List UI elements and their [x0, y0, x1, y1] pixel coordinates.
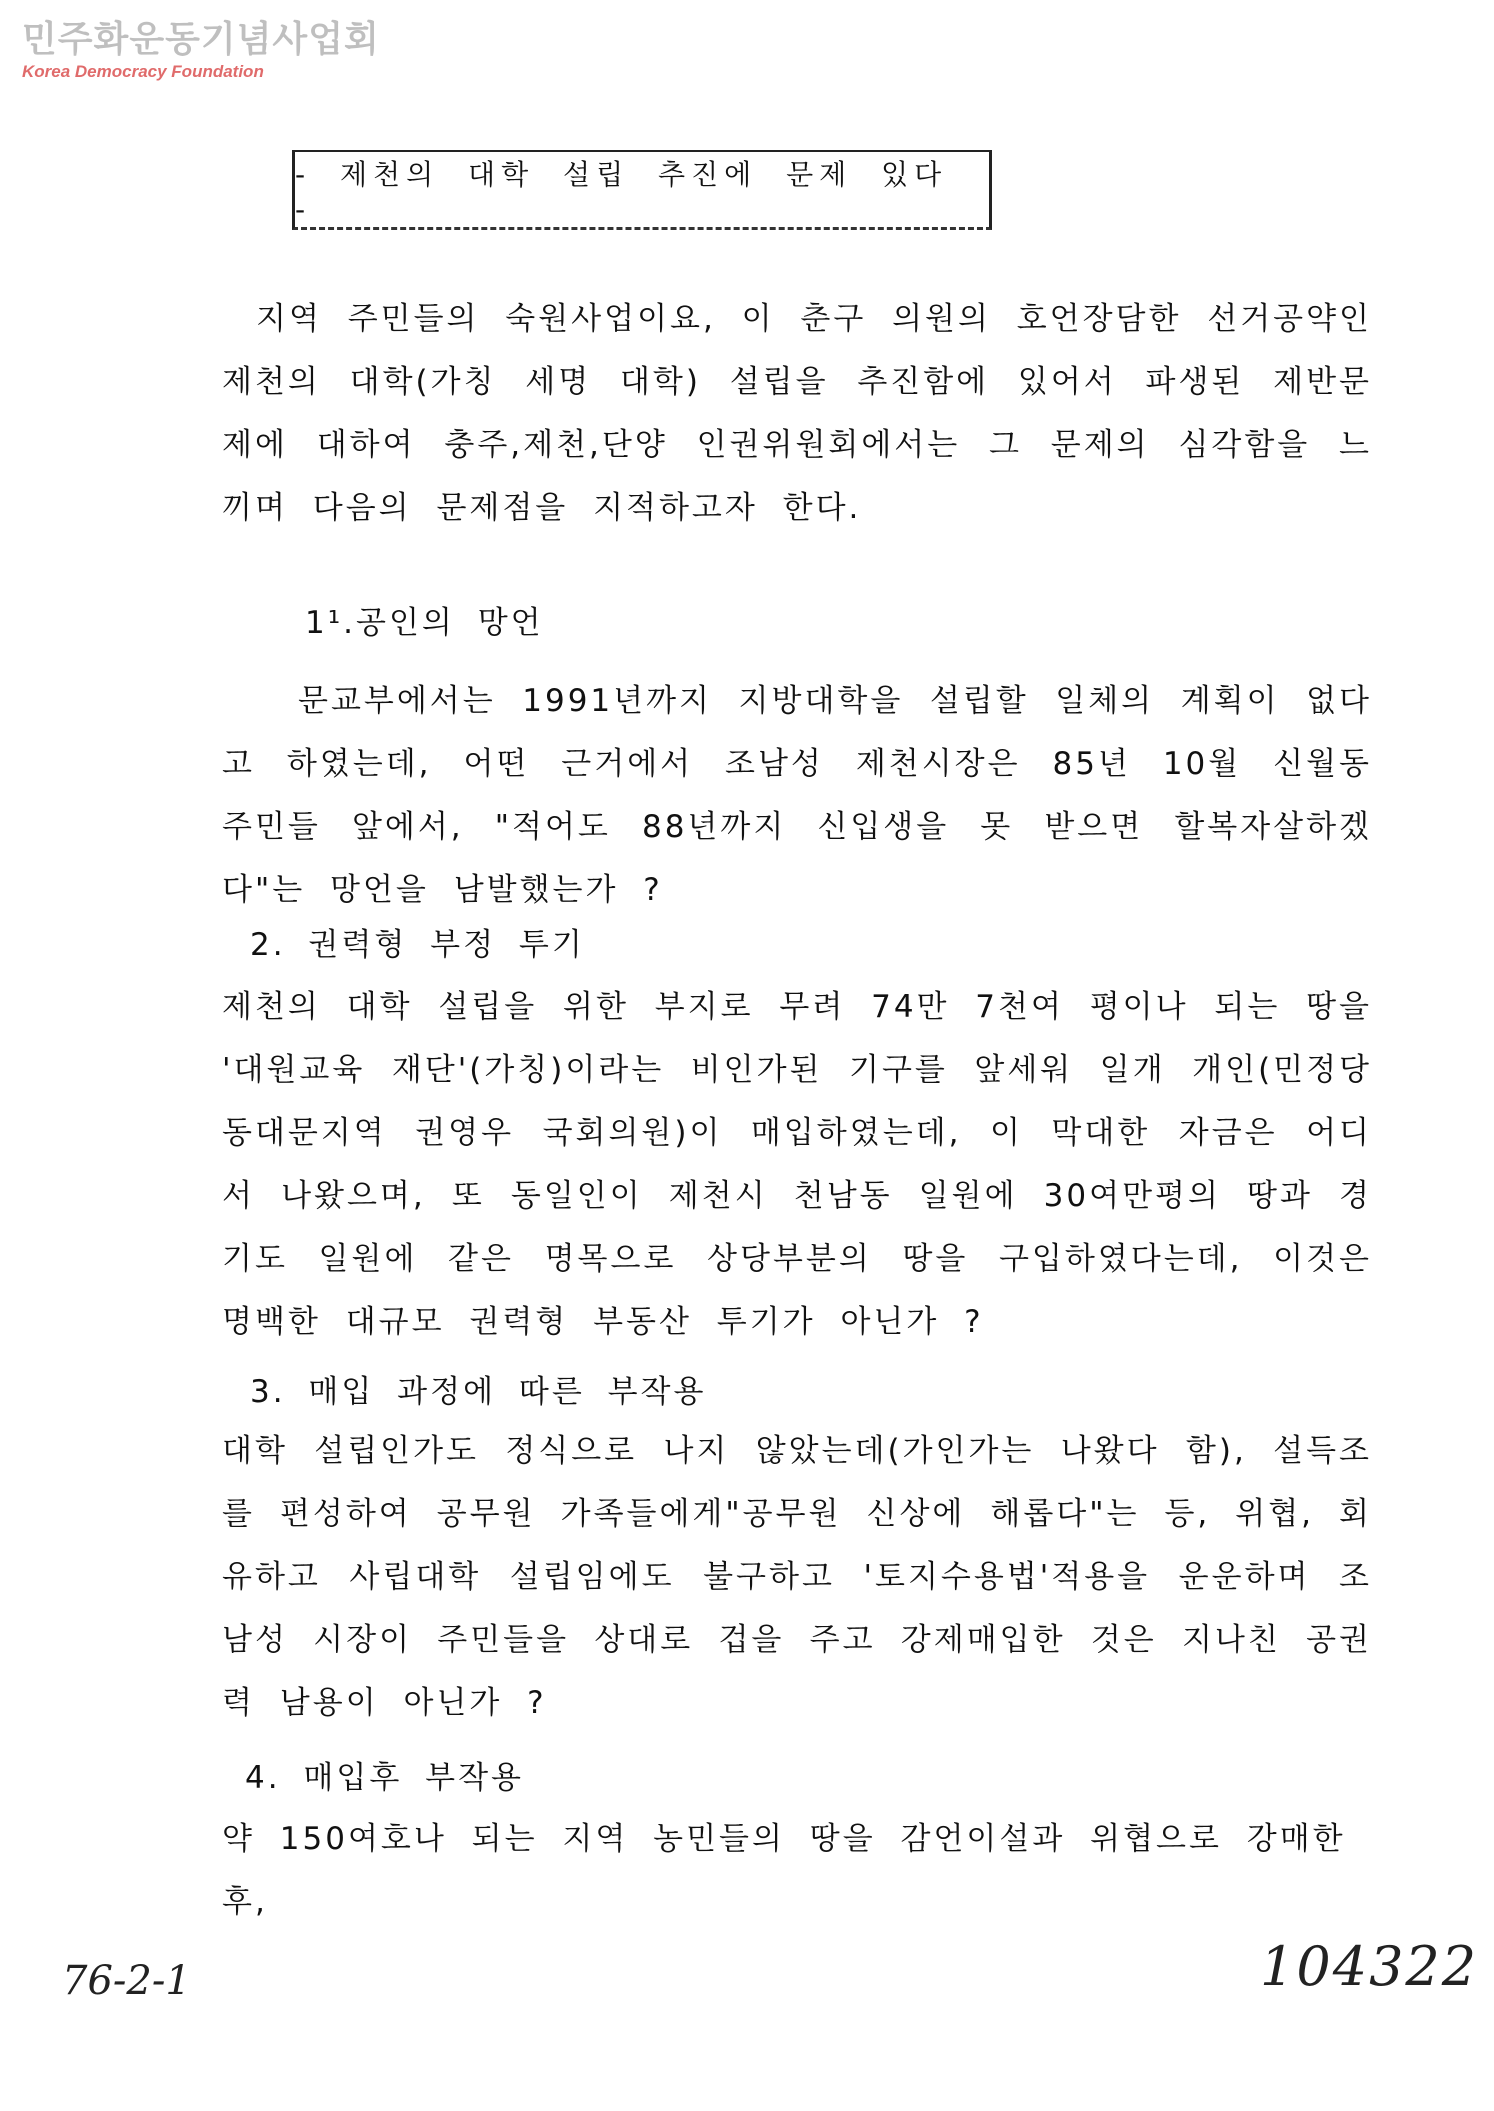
section-2-heading: 2. 권력형 부정 투기 — [250, 927, 585, 963]
document-title: - 제천의 대학 설립 추진에 문제 있다 - — [295, 158, 948, 226]
handwritten-document-number: 104322 — [1260, 1935, 1479, 1998]
section-2-body: 제천의 대학 설립을 위한 부지로 무려 74만 7천여 평이나 되는 땅을 '대원교육 재단'(가칭)이라는 비인가된 기구를 앞세워 일개 개인(민정당 동대문지역 권영우 국회의원)이 매입하였는데, 이 막대한 자금은 어디서 나왔으며, 또 동일인이 제천시 천남동 일원에 30여만평의 땅과 경기도 일원에 같은 명목으로 상당부분의 땅을 구입하였다는데, 이것은 명백한 대규모 권력형 부동산 투기가 아닌가 ? — [222, 989, 1372, 1340]
section-4-heading: 4. 매입후 부작용 — [245, 1760, 524, 1796]
section-3-body: 대학 설립인가도 정식으로 나지 않았는데(가인가는 나왔다 함), 설득조를 편성하여 공무원 가족들에게"공무원 신상에 해롭다"는 등, 위협, 회유하고 사립대학 설립임에도 불구하고 '토지수용법'적용을 운운하며 조남성 시장이 주민들을 상대로 겁을 주고 강제매입한 것은 지나친 공권력 남용이 아닌가 ? — [222, 1433, 1372, 1721]
section-4-body: 약 150여호나 되는 지역 농민들의 땅을 감언이설과 위협으로 강매한 후, — [222, 1821, 1346, 1920]
section-1-heading: 1¹.공인의 망언 — [305, 605, 544, 641]
watermark — [22, 20, 380, 82]
handwritten-page-mark: 76-2-1 — [62, 1958, 191, 2004]
section-3-heading: 3. 매입 과정에 따른 부작용 — [250, 1374, 707, 1410]
title-box — [292, 150, 992, 230]
section-1-body: 문교부에서는 1991년까지 지방대학을 설립할 일체의 계획이 없다고 하였는데, 어떤 근거에서 조남성 제천시장은 85년 10월 신월동 주민들 앞에서, "적어도 88년까지 신입생을 못 받으면 할복자살하겠다"는 망언을 남발했는가 ? — [222, 683, 1372, 908]
watermark-english: Korea Democracy Foundation — [22, 62, 264, 81]
intro-paragraph: 지역 주민들의 숙원사업이요, 이 춘구 의원의 호언장담한 선거공약인 제천의 대학(가칭 세명 대학) 설립을 추진함에 있어서 파생된 제반문제에 대하여 충주,제천,단양 인권위원회에서는 그 문제의 심각함을 느끼며 다음의 문제점을 지적하고자 한다. — [222, 301, 1372, 526]
watermark-korean: 민주화운동기념사업회 — [22, 19, 380, 60]
